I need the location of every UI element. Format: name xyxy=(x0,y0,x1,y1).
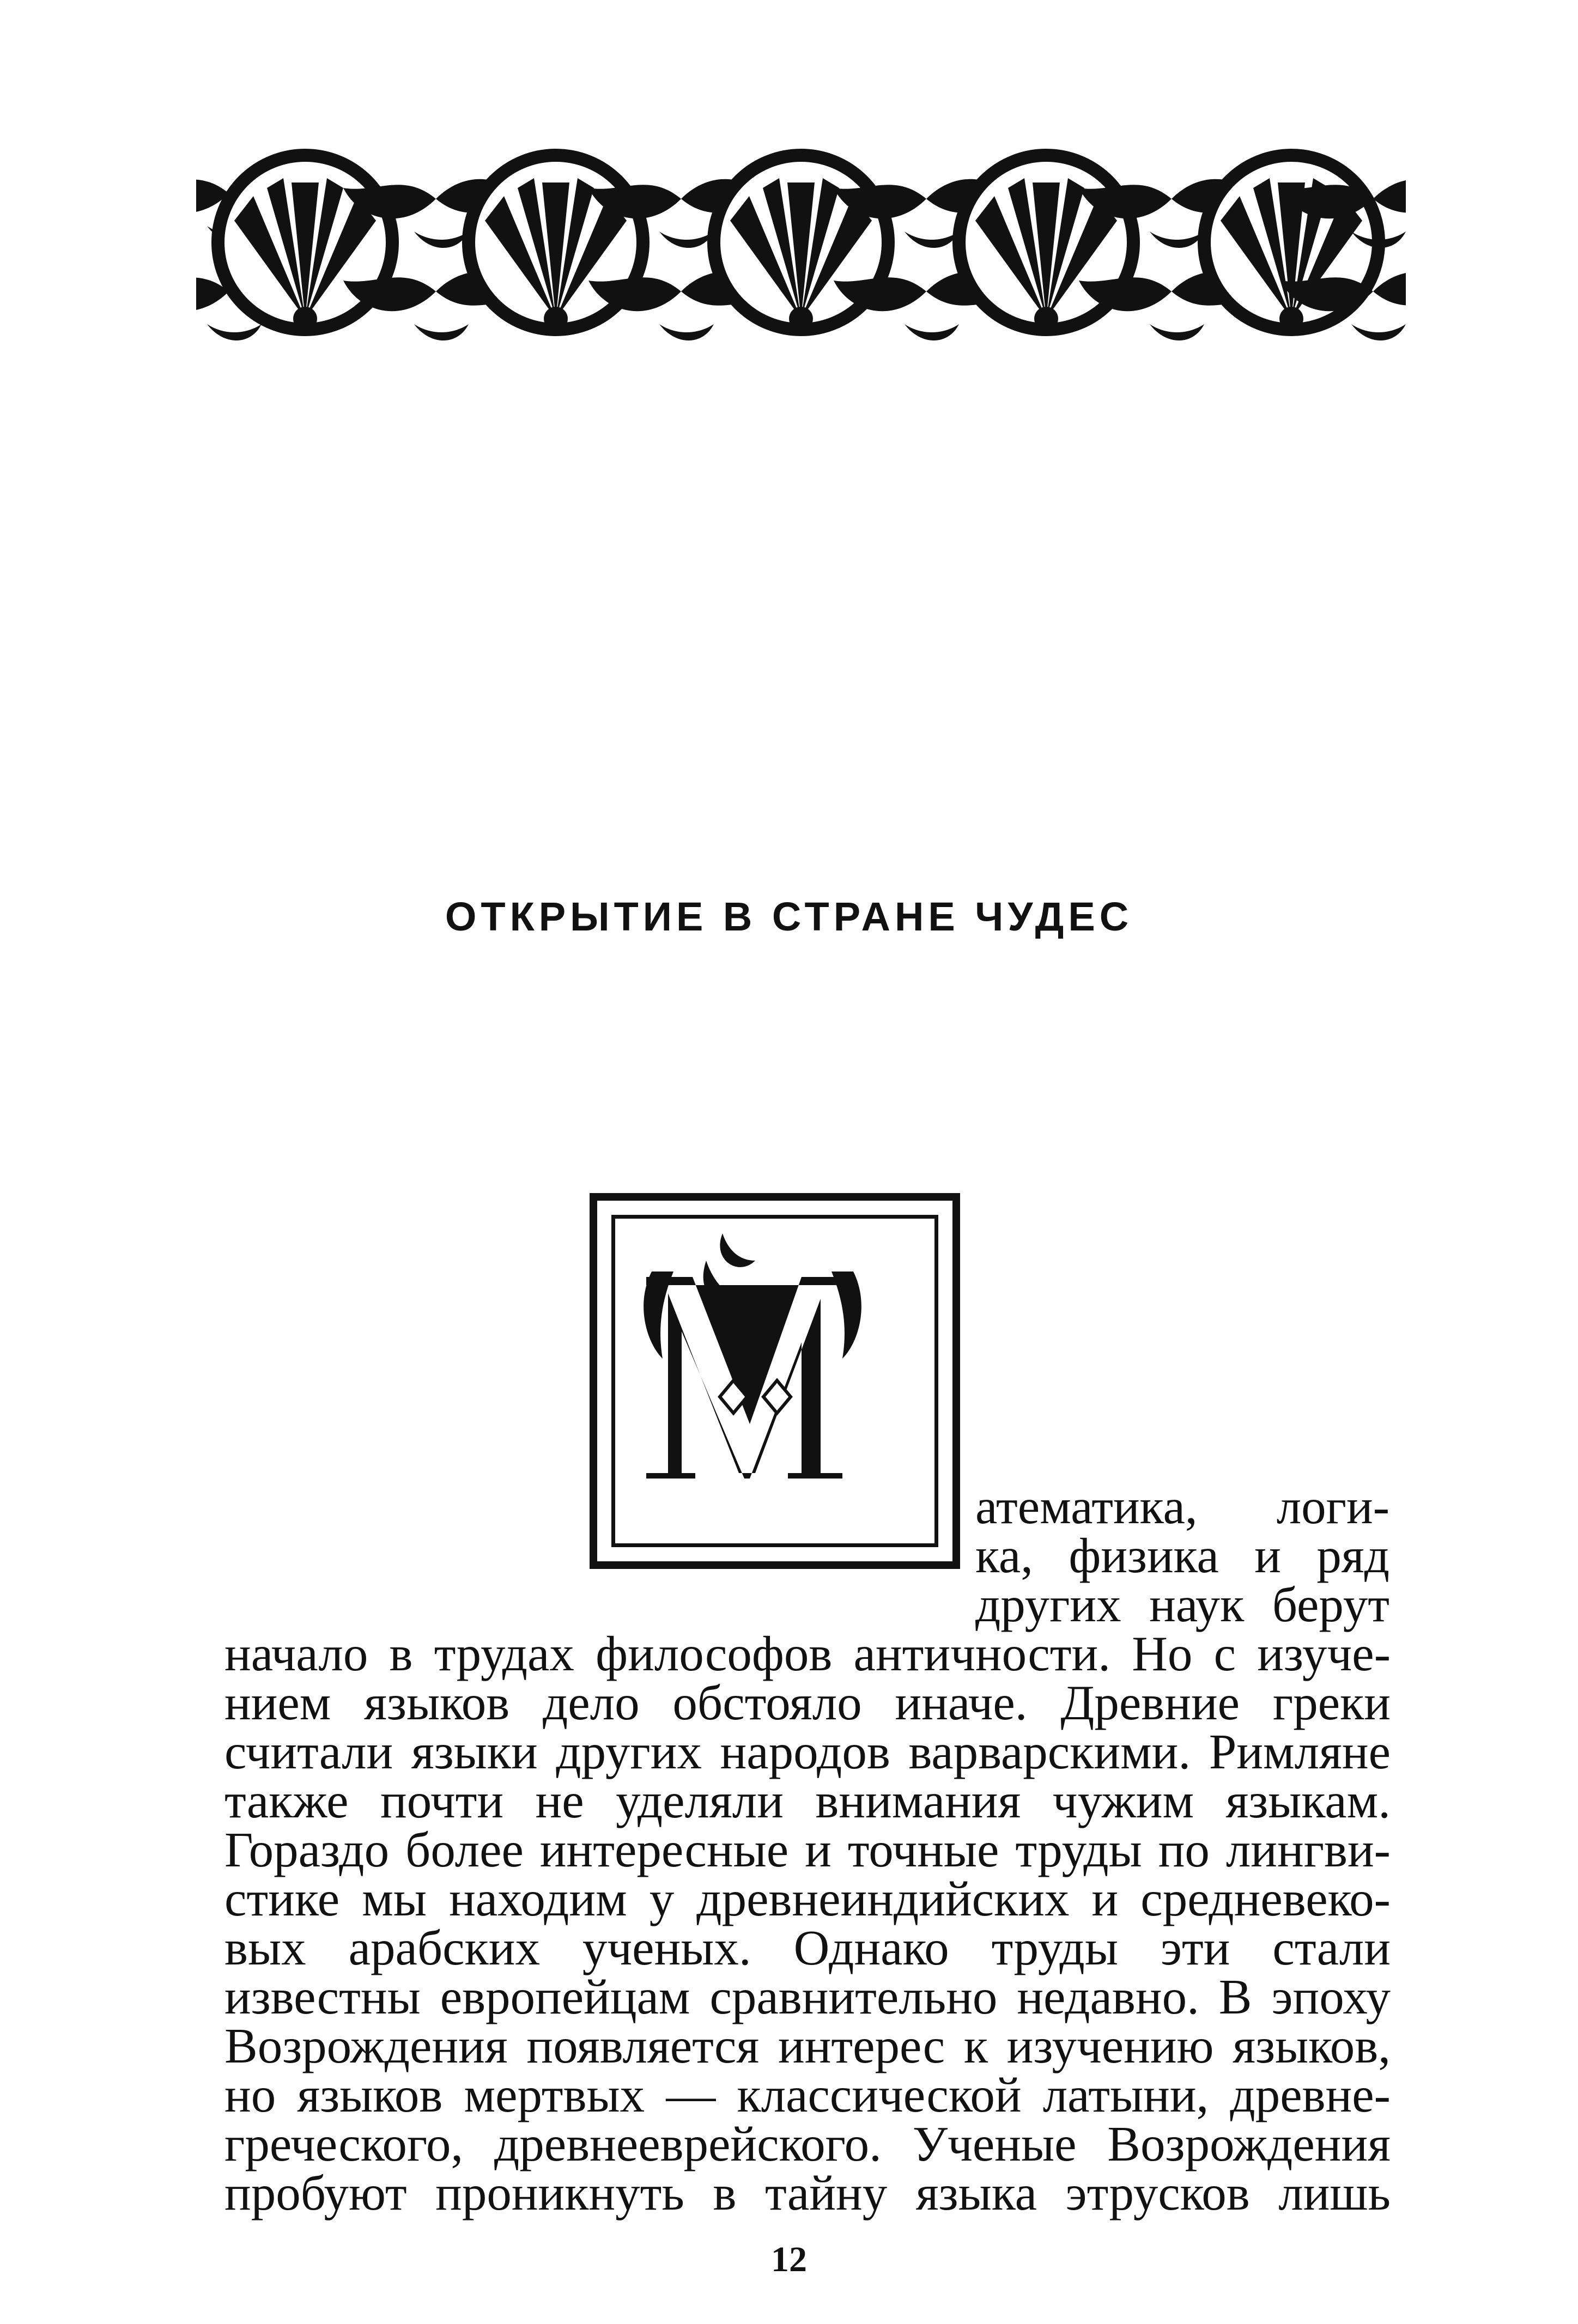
text-line: но языков мертвых — классической латыни, древне- xyxy=(224,2067,1391,2122)
text-line: Возрождения появляется интерес к изучению языков, xyxy=(224,2018,1391,2073)
text-line: греческого, древнееврейского. Ученые Возрождения xyxy=(224,2116,1391,2171)
text-line: также почти не уделяли внимания чужим языкам. xyxy=(224,1773,1391,1828)
text-line: нием языков дело обстояло иначе. Древние греки xyxy=(224,1675,1391,1730)
text-line: Гораздо более интересные и точные труды по лингви- xyxy=(224,1822,1391,1877)
text-line: считали языки других народов варварскими. Римляне xyxy=(224,1724,1391,1779)
text-line: стике мы находим у древнеиндийских и средневеко- xyxy=(224,1871,1391,1926)
text-line: ка, физика и ряд xyxy=(975,1528,1389,1583)
text-line: начало в трудах философов античности. Но с изуче- xyxy=(224,1626,1391,1681)
drop-cap-frame xyxy=(590,1193,960,1569)
text-line: других наук берут xyxy=(975,1577,1389,1632)
text-line: известны европейцам сравнительно недавно. В эпоху xyxy=(224,1969,1391,2024)
text-line: атематика, логи- xyxy=(975,1479,1389,1534)
drop-cap xyxy=(614,1217,924,1528)
page-number: 12 xyxy=(771,2240,807,2279)
text-line: пробуют проникнуть в тайну языка этрусков лишь xyxy=(224,2165,1391,2220)
text-line: вых арабских ученых. Однако труды эти стали xyxy=(224,1920,1391,1975)
chapter-title: ОТКРЫТИЕ В СТРАНЕ ЧУДЕС xyxy=(445,894,1133,939)
ornament-band xyxy=(196,128,1406,346)
